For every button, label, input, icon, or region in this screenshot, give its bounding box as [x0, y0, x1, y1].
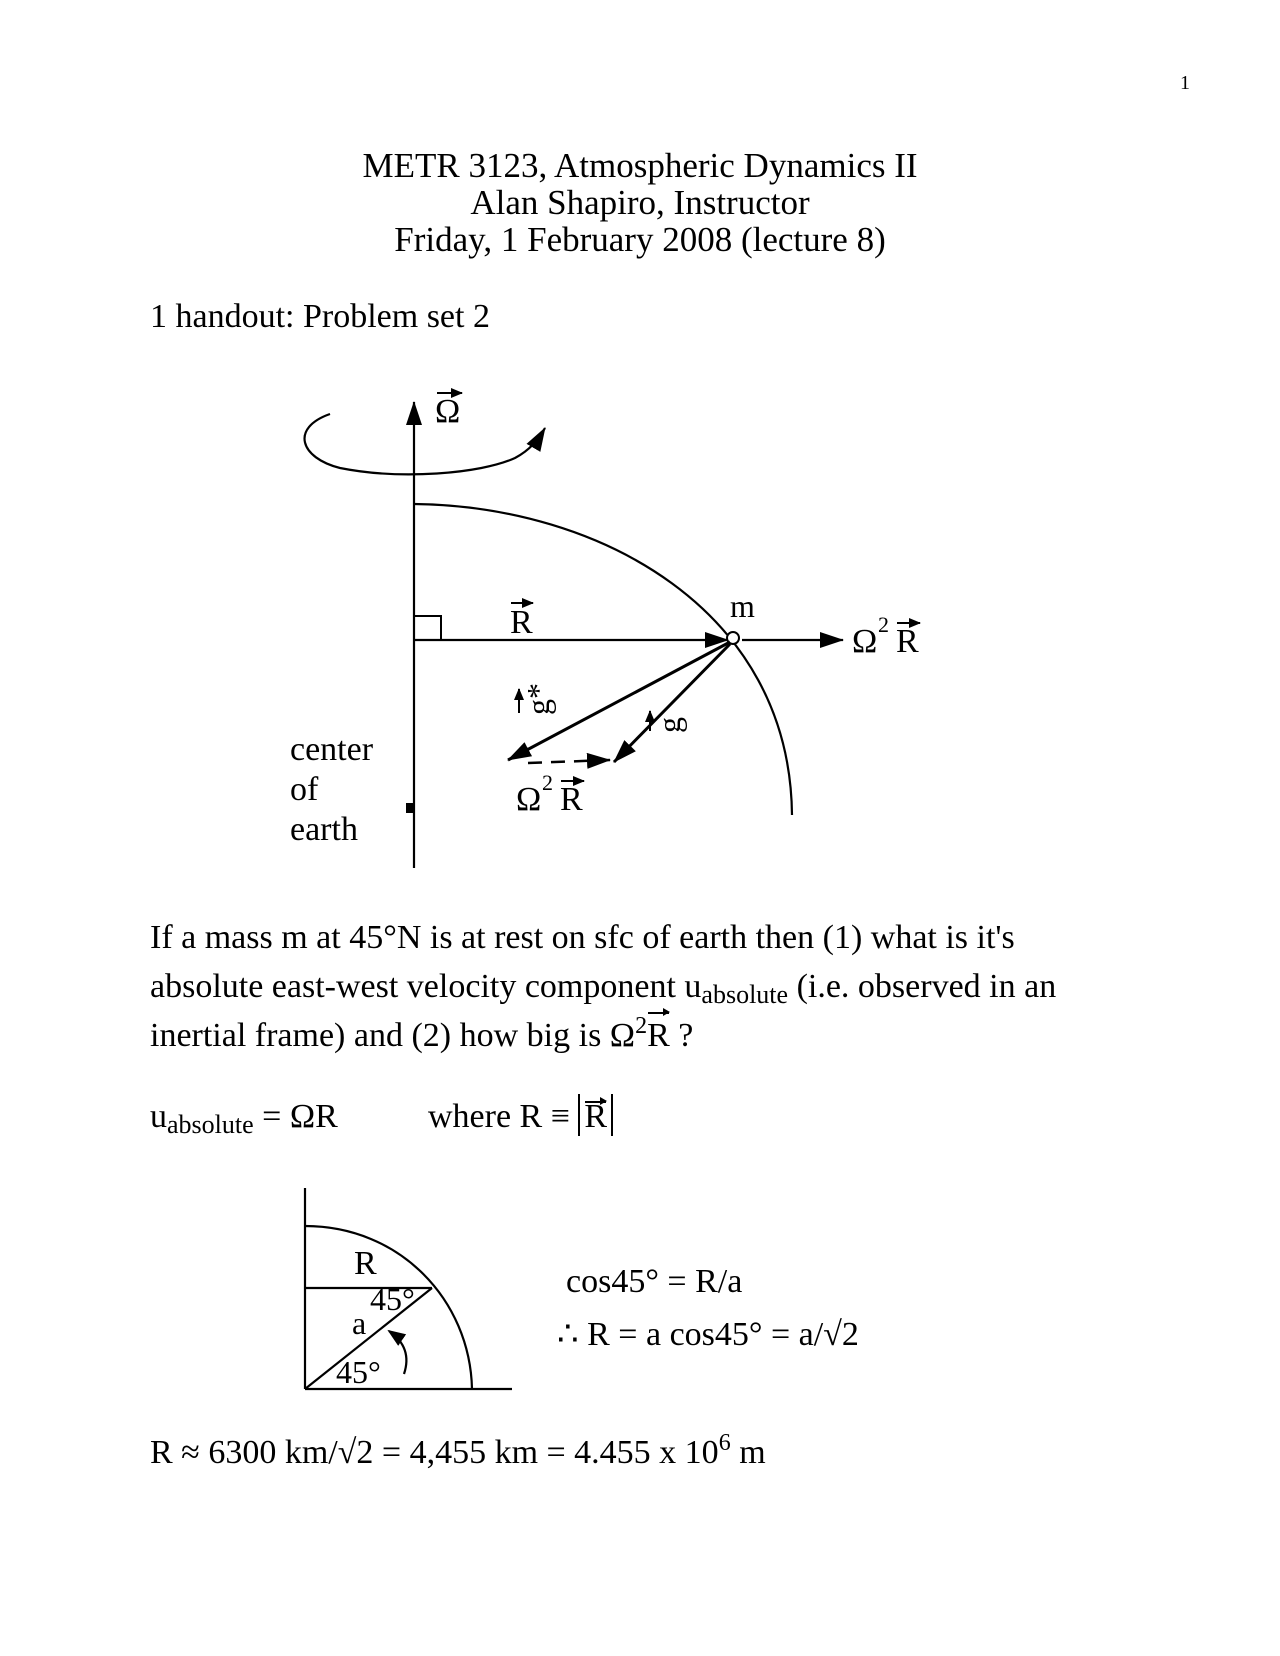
center-label-line2: of [290, 771, 319, 808]
r-magnitude-vector: R [584, 1098, 608, 1135]
right-angle-marker [414, 616, 441, 640]
geometry-diagram [0, 1170, 620, 1400]
final-equation-exponent: 6 [718, 1430, 731, 1456]
instructor-line: Alan Shapiro, Instructor [470, 183, 810, 222]
earth-surface-arc [414, 504, 792, 815]
g-star-label: g* [520, 683, 556, 715]
cosine-equation: cos45° = R/a [566, 1263, 743, 1300]
geo-angle-top: 45° [370, 1281, 415, 1317]
final-equation [150, 1430, 766, 1471]
omega-label: Ω [435, 393, 461, 430]
handout-note: 1 handout: Problem set 2 [150, 298, 490, 335]
rotation-curl-arrow [305, 414, 545, 474]
g-label: g [651, 717, 687, 733]
velocity-subscript: absolute [167, 1110, 254, 1139]
question-vector: R [647, 1011, 670, 1060]
question-exponent: 2 [635, 1013, 648, 1039]
lower-omega-label: Ω [516, 781, 542, 818]
question-part2: (i.e. observed in an inertial frame) and (2) how big is Ω [150, 968, 1057, 1054]
lecture-date: Friday, 1 February 2008 (lecture 8) [394, 220, 886, 259]
center-label-line3: earth [290, 811, 358, 848]
velocity-symbol: u [150, 1098, 167, 1135]
final-equation-unit: m [730, 1434, 766, 1471]
lower-exponent: 2 [542, 770, 553, 795]
question-end: ? [669, 1017, 694, 1054]
r-definition [428, 1100, 613, 1136]
velocity-rhs: = ΩR [253, 1098, 338, 1135]
geo-angle-bottom: 45° [336, 1354, 381, 1390]
centrifugal-exponent: 2 [878, 612, 889, 637]
page-number: 1 [1180, 72, 1190, 94]
therefore-equation: ∴ R = a cos45° = a/√2 [557, 1316, 859, 1353]
question-paragraph [150, 913, 1130, 1060]
earth-center-marker [406, 803, 415, 813]
r-vector-label: R [510, 604, 533, 641]
question-part1: If a mass m at 45°N is at rest on sfc of earth then (1) what is it's absolute east-west velocity component u [150, 919, 1015, 1005]
geo-r-label: R [354, 1245, 377, 1282]
g-vector [614, 644, 730, 762]
centrifugal-vector-label: R [896, 623, 919, 660]
velocity-equation [150, 1098, 338, 1139]
mass-label: m [730, 588, 755, 624]
r-definition-text: where R ≡ [428, 1098, 579, 1135]
question-subscript: absolute [701, 980, 789, 1009]
lower-vector-label: R [560, 781, 583, 818]
dashed-centrifugal-arrow [528, 760, 610, 763]
r-magnitude [578, 1094, 613, 1136]
final-equation-main: R ≈ 6300 km/√2 = 4,455 km = 4.455 x 10 [150, 1434, 719, 1471]
center-label-line1: center [290, 731, 374, 768]
course-title: METR 3123, Atmospheric Dynamics II [362, 146, 918, 185]
geo-a-label: a [352, 1305, 367, 1341]
centrifugal-omega-label: Ω [852, 623, 878, 660]
